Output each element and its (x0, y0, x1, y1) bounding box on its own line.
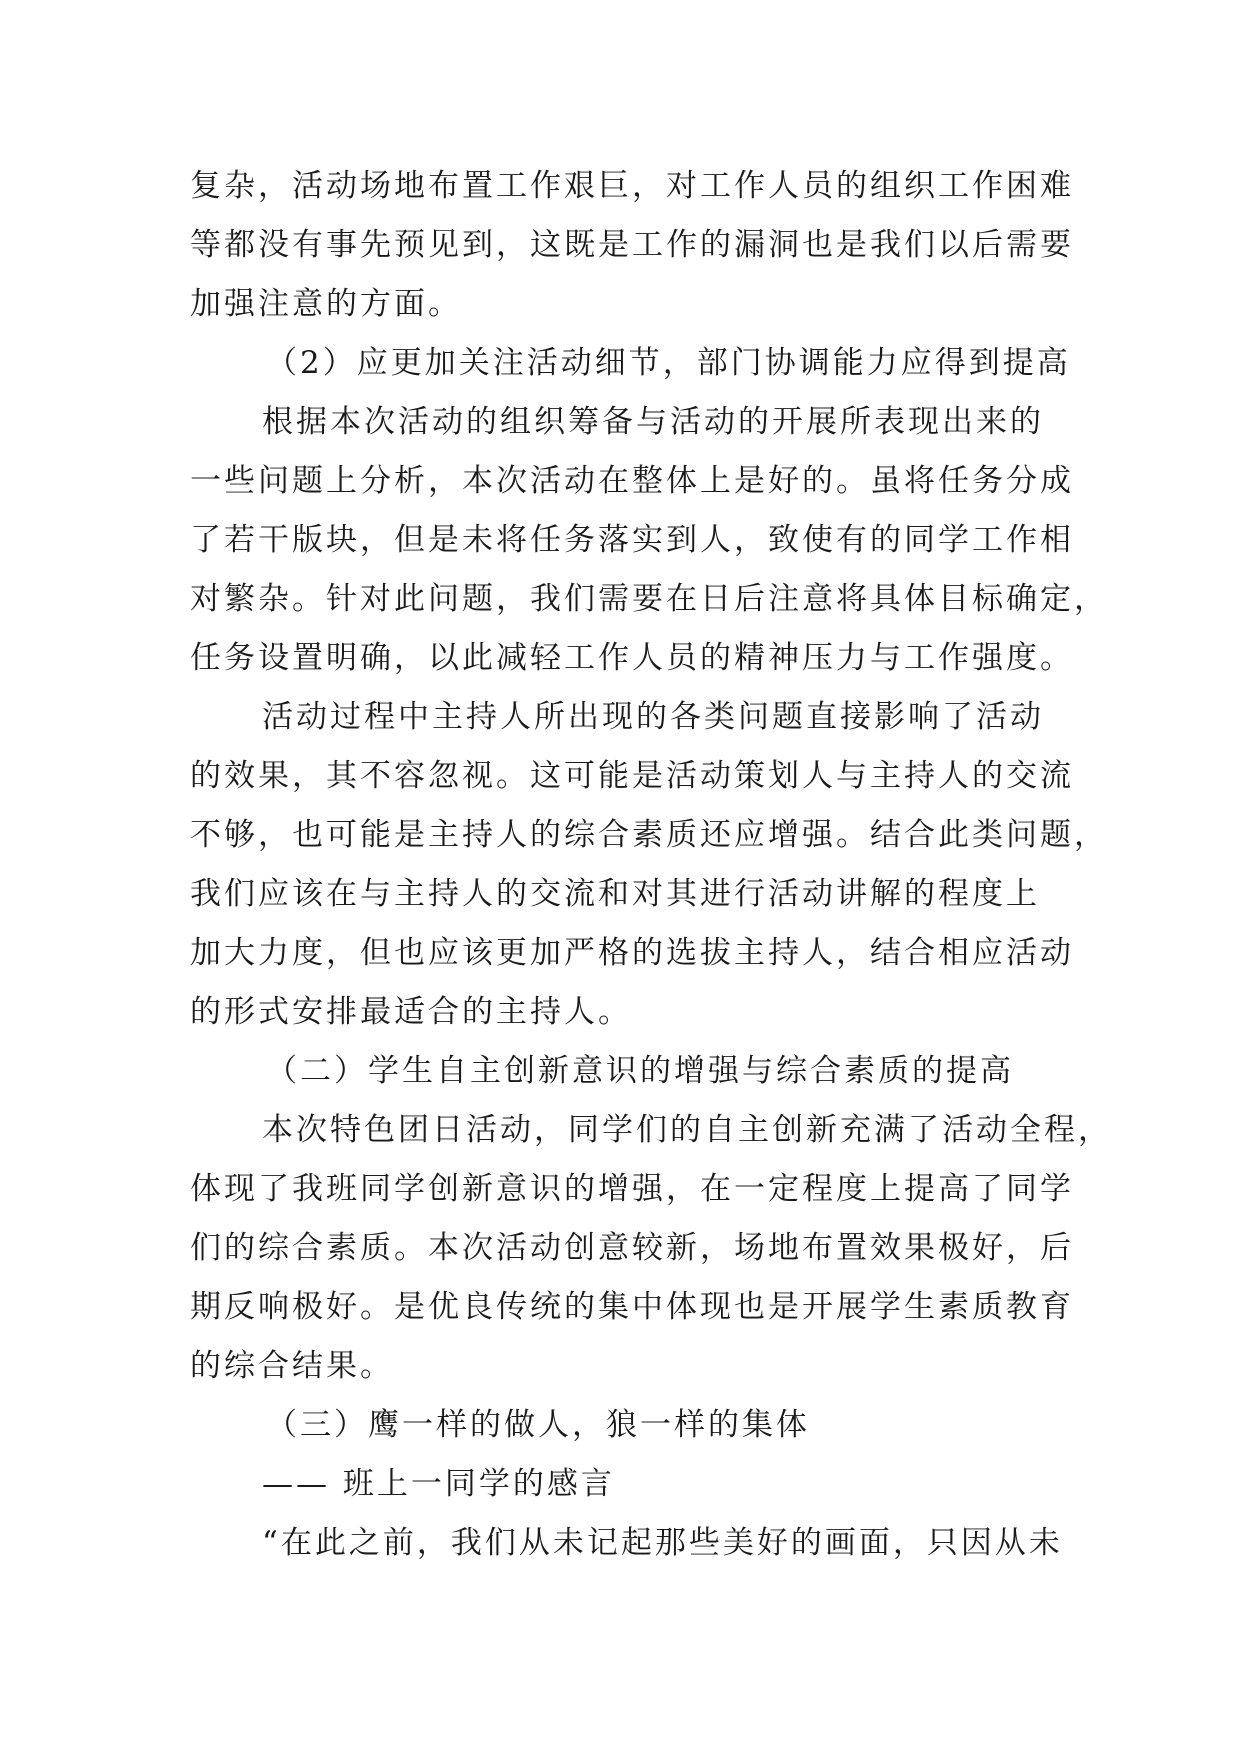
quote-first-line: “在此之前，我们从未记起那些美好的画面，只因从未 (262, 1525, 1063, 1561)
text-line: 等都没有事先预见到，这既是工作的漏洞也是我们以后需要 (190, 227, 1074, 263)
text-line: 的形式安排最适合的主持人。 (190, 994, 632, 1030)
text-line: 任务设置明确，以此减轻工作人员的精神压力与工作强度。 (190, 640, 1074, 676)
section-heading: （2）应更加关注活动细节，部门协调能力应得到提高 (266, 345, 1071, 381)
text-line: 我们应该在与主持人的交流和对其进行活动讲解的程度上 (190, 876, 1040, 912)
quote-attribution: —— 班上一同学的感言 (262, 1466, 615, 1502)
text-line: 复杂，活动场地布置工作艰巨，对工作人员的组织工作困难 (190, 168, 1074, 204)
paragraph-first-line: 活动过程中主持人所出现的各类问题直接影响了活动 (262, 699, 1044, 735)
text-line: 们的综合素质。本次活动创意较新，场地布置效果极好，后 (190, 1230, 1074, 1266)
text-line: 期反响极好。是优良传统的集中体现也是开展学生素质教育 (190, 1289, 1074, 1325)
paragraph-first-line: 根据本次活动的组织筹备与活动的开展所表现出来的 (262, 404, 1044, 440)
text-line: 的综合结果。 (190, 1348, 394, 1384)
text-line: 的效果，其不容忽视。这可能是活动策划人与主持人的交流 (190, 758, 1074, 794)
text-line: 一些问题上分析，本次活动在整体上是好的。虽将任务分成 (190, 463, 1074, 499)
text-line: 了若干版块，但是未将任务落实到人，致使有的同学工作相 (190, 522, 1074, 558)
section-heading: （三）鹰一样的做人，狼一样的集体 (266, 1407, 810, 1443)
text-line: 不够，也可能是主持人的综合素质还应增强。结合此类问题， (190, 817, 1108, 853)
section-heading: （二）学生自主创新意识的增强与综合素质的提高 (266, 1053, 1014, 1089)
paragraph-first-line: 本次特色团日活动，同学们的自主创新充满了活动全程， (262, 1112, 1112, 1148)
text-line: 加大力度，但也应该更加严格的选拔主持人，结合相应活动 (190, 935, 1074, 971)
text-line: 加强注意的方面。 (190, 286, 462, 322)
text-line: 体现了我班同学创新意识的增强，在一定程度上提高了同学 (190, 1171, 1074, 1207)
text-line: 对繁杂。针对此问题，我们需要在日后注意将具体目标确定， (190, 581, 1108, 617)
